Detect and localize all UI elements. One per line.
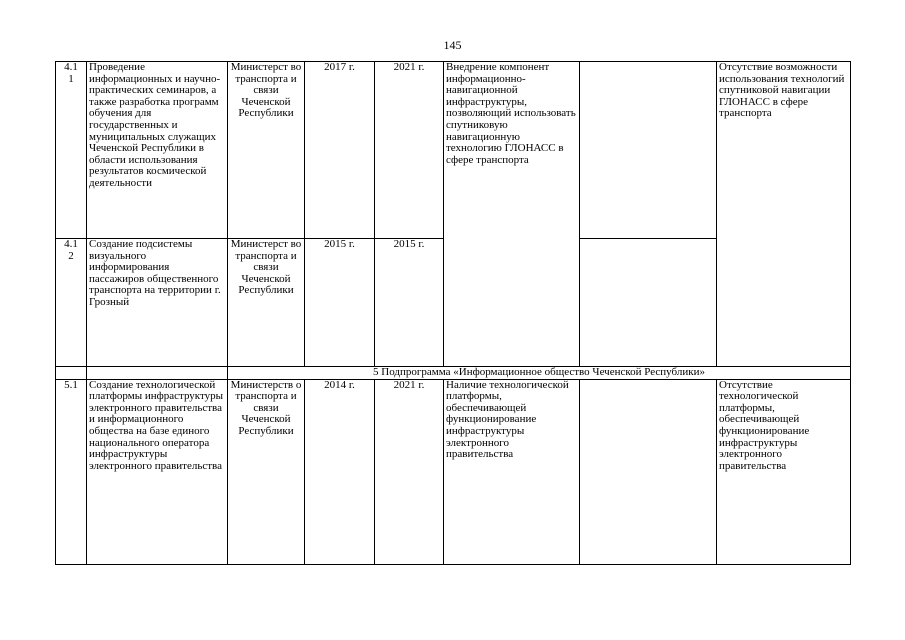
activity-executor: Министерств о транспорта и связи Чеченской Республики	[228, 379, 305, 564]
row-number: 4.1 1	[56, 62, 87, 239]
row-number: 4.1 2	[56, 239, 87, 367]
table-row	[56, 379, 851, 564]
end-year: 2021 г.	[375, 379, 444, 564]
empty-cell	[580, 62, 717, 239]
empty-cell	[580, 239, 717, 367]
end-year: 2021 г.	[375, 62, 444, 239]
section-row	[56, 367, 851, 380]
activity-name: Создание технологической платформы инфраструктуры электронного правительства и информационного общества на базе единого национального оператора инфраструктуры электронного правительства	[87, 379, 228, 564]
section-title: 5 Подпрограмма «Информационное общество Чеченской Республики»	[228, 367, 851, 380]
expected-result: Внедрение компонент информационно-навигационной инфраструктуры, позволяющий использовать спутниковую навигационную технологию ГЛОНАСС в сфере транспорта	[444, 62, 580, 367]
page-number: 145	[443, 38, 462, 52]
expected-result: Наличие технологической платформы, обеспечивающей функционирование инфраструктуры электронного правительства	[444, 379, 580, 564]
activity-name: Создание подсистемы визуального информирования пассажиров общественного транспорта на территории г. Грозный	[87, 239, 228, 367]
end-year: 2015 г.	[375, 239, 444, 367]
empty-cell	[87, 367, 228, 380]
activity-executor: Министерст во транспорта и связи Чеченской Республики	[228, 62, 305, 239]
consequences-note: Отсутствие возможности использования технологий спутниковой навигации ГЛОНАСС в сфере транспорта	[717, 62, 851, 367]
start-year: 2015 г.	[305, 239, 375, 367]
table-row	[56, 62, 851, 239]
consequences-note: Отсутствие технологической платформы, обеспечивающей функционирование инфраструктуры электронного правительства	[717, 379, 851, 564]
program-activities-table	[55, 61, 851, 565]
start-year: 2014 г.	[305, 379, 375, 564]
activity-name: Проведение информационных и научно-практических семинаров, а также разработка программ обучения для государственных и муниципальных служащих Чеченской Республики в области использования результатов космической деятельности	[87, 62, 228, 239]
row-number: 5.1	[56, 379, 87, 564]
empty-cell	[580, 379, 717, 564]
activity-executor: Министерст во транспорта и связи Чеченской Республики	[228, 239, 305, 367]
start-year: 2017 г.	[305, 62, 375, 239]
empty-cell	[56, 367, 87, 380]
